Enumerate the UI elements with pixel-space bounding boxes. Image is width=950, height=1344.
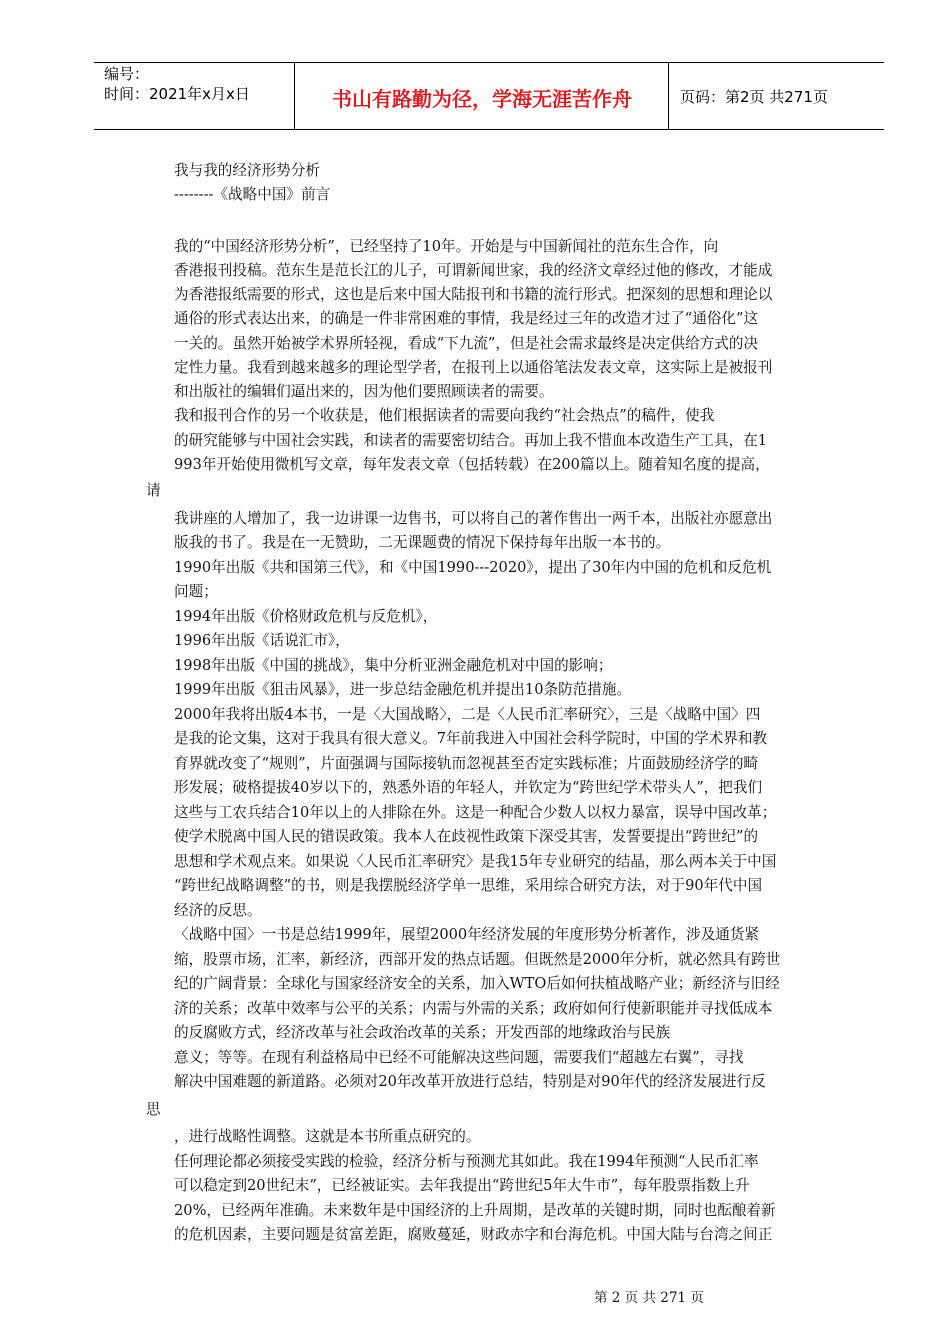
header-time-label: 时间：2021年x月x日 [104, 85, 250, 103]
text-line: 问题； [174, 583, 218, 600]
text-line: 纪的广阔背景：全球化与国家经济安全的关系，加入WTO后如何扶植战略产业；新经济与旧经 [174, 975, 780, 992]
text-line: 育界就改变了“规则”，片面强调与国际接轨而忽视甚至否定实践标准；片面鼓励经济学的畸 [174, 755, 759, 772]
text-line: 为香港报纸需要的形式，这也是后来中国大陆报刊和书籍的流行形式。把深刻的思想和理论以 [174, 286, 773, 303]
text-line: 意义；等等。在现有利益格局中已经不可能解决这些问题，需要我们“超越左右翼”，寻找 [174, 1049, 744, 1066]
text-line: 思 [146, 1101, 161, 1118]
text-line: 我与我的经济形势分析 [174, 162, 320, 179]
text-line: 香港报刊投稿。范东生是范长江的儿子，可谓新闻世家，我的经济文章经过他的修改，才能成 [174, 262, 773, 279]
text-line: 缩，股票市场，汇率，新经济，西部开发的热点话题。但既然是2000年分析，就必然具有跨世 [174, 951, 781, 968]
text-line: ，进行战略性调整。这就是本书所重点研究的。 [174, 1128, 481, 1145]
text-line: 1999年出版《狙击风暴》，进一步总结金融危机并提出10条防范措施。 [174, 681, 632, 698]
text-line: 可以稳定到20世纪末”，已经被证实。去年我提出“跨世纪5年大牛市”，每年股票指数上升 [174, 1177, 750, 1194]
header-top-rule [94, 62, 884, 63]
text-line: 版我的书了。我是在一无赞助，二无课题费的情况下保持每年出版一本书的。 [174, 534, 671, 551]
text-line: 我和报刊合作的另一个收获是，他们根据读者的需要向我约“社会热点”的稿件，使我 [174, 407, 715, 424]
text-line: 的研究能够与中国社会实践，和读者的需要密切结合。再加上我不惜血本改造生产工具，在1 [174, 432, 768, 449]
header-left-cell [104, 64, 250, 104]
text-line: 一关的。虽然开始被学术界所轻视，看成“下九流”，但是社会需求最终是决定供给方式的决 [174, 335, 759, 352]
text-line: 经济的反思。 [174, 902, 262, 919]
text-line: 这些与工农兵结合10年以上的人排除在外。这是一种配合少数人以权力暴富，误导中国改革； [174, 804, 777, 821]
page-footer: 第 2 页 共 271 页 [594, 1290, 704, 1306]
text-line: 〈战略中国〉一书是总结1999年，展望2000年经济发展的年度形势分析著作，涉及通货紧 [174, 926, 760, 943]
text-line: 济的关系；改革中效率与公平的关系；内需与外需的关系；政府如何行使新职能并寻找低成本 [174, 1000, 773, 1017]
header-number-label: 编号： [104, 65, 150, 83]
header-motto: 书山有路勤为径，学海无涯苦作舟 [332, 87, 632, 111]
text-line: 1994年出版《价格财政危机与反危机》， [174, 608, 438, 625]
text-line: 定性力量。我看到越来越多的理论型学者，在报刊上以通俗笔法发表文章，这实际上是被报刊 [174, 359, 773, 376]
text-line: 993年开始使用微机写文章，每年发表文章（包括转载）在200篇以上。随着知名度的提高， [174, 456, 770, 473]
header-divider-right [668, 62, 669, 130]
text-line: 2000年我将出版4本书，一是〈大国战略〉，二是〈人民币汇率研究〉，三是〈战略中国〉四 [174, 706, 761, 723]
text-line: 使学术脱离中国人民的错误政策。我本人在歧视性政策下深受其害，发誓要提出“跨世纪”的 [174, 828, 759, 845]
text-line: 1990年出版《共和国第三代》，和《中国1990---2020》，提出了30年内中国的危机和反危机 [174, 559, 772, 576]
text-line: 的反腐败方式，经济改革与社会政治改革的关系；开发西部的地缘政治与民族 [174, 1024, 671, 1041]
text-line: “跨世纪战略调整”的书，则是我摆脱经济学单一思维，采用综合研究方法，对于90年代中国 [174, 877, 763, 894]
text-line: 形发展；破格提拔40岁以下的，熟悉外语的年轻人，并钦定为“跨世纪学术带头人”，把我们 [174, 779, 763, 796]
header-divider-left [294, 62, 295, 130]
header-bottom-rule [94, 129, 884, 130]
text-line: 我的“中国经济形势分析”，已经坚持了10年。开始是与中国新闻社的范东生合作，向 [174, 238, 719, 255]
text-line: 1998年出版《中国的挑战》，集中分析亚洲金融危机对中国的影响； [174, 657, 613, 674]
text-line: 的危机因素，主要问题是贫富差距，腐败蔓延，财政赤字和台海危机。中国大陆与台湾之间正 [174, 1226, 773, 1243]
header-page-info: 页码：第2页 共271页 [680, 88, 828, 106]
text-line: 是我的论文集，这对于我具有很大意义。7年前我进入中国社会科学院时，中国的学术界和教 [174, 730, 768, 747]
text-line: 思想和学术观点来。如果说〈人民币汇率研究〉是我15年专业研究的结晶，那么两本关于中国 [174, 853, 777, 870]
text-line: 任何理论都必须接受实践的检验，经济分析与预测尤其如此。我在1994年预测“人民币汇率 [174, 1153, 759, 1170]
text-line: --------《战略中国》前言 [174, 186, 331, 203]
text-line: 通俗的形式表达出来，的确是一件非常困难的事情，我是经过三年的改造才过了“通俗化”这 [174, 310, 759, 327]
text-line: 20%，已经两年准确。未来数年是中国经济的上升周期，是改革的关键时期，同时也酝酿着新 [174, 1202, 776, 1219]
text-line: 1996年出版《话说汇市》， [174, 632, 350, 649]
text-line: 我讲座的人增加了，我一边讲课一边售书，可以将自己的著作售出一两千本，出版社亦愿意出 [174, 510, 773, 527]
text-line: 请 [146, 482, 161, 499]
text-line: 解决中国难题的新道路。必须对20年改革开放进行总结，特别是对90年代的经济发展进行反 [174, 1073, 766, 1090]
text-line: 和出版社的编辑们逼出来的，因为他们要照顾读者的需要。 [174, 383, 554, 400]
